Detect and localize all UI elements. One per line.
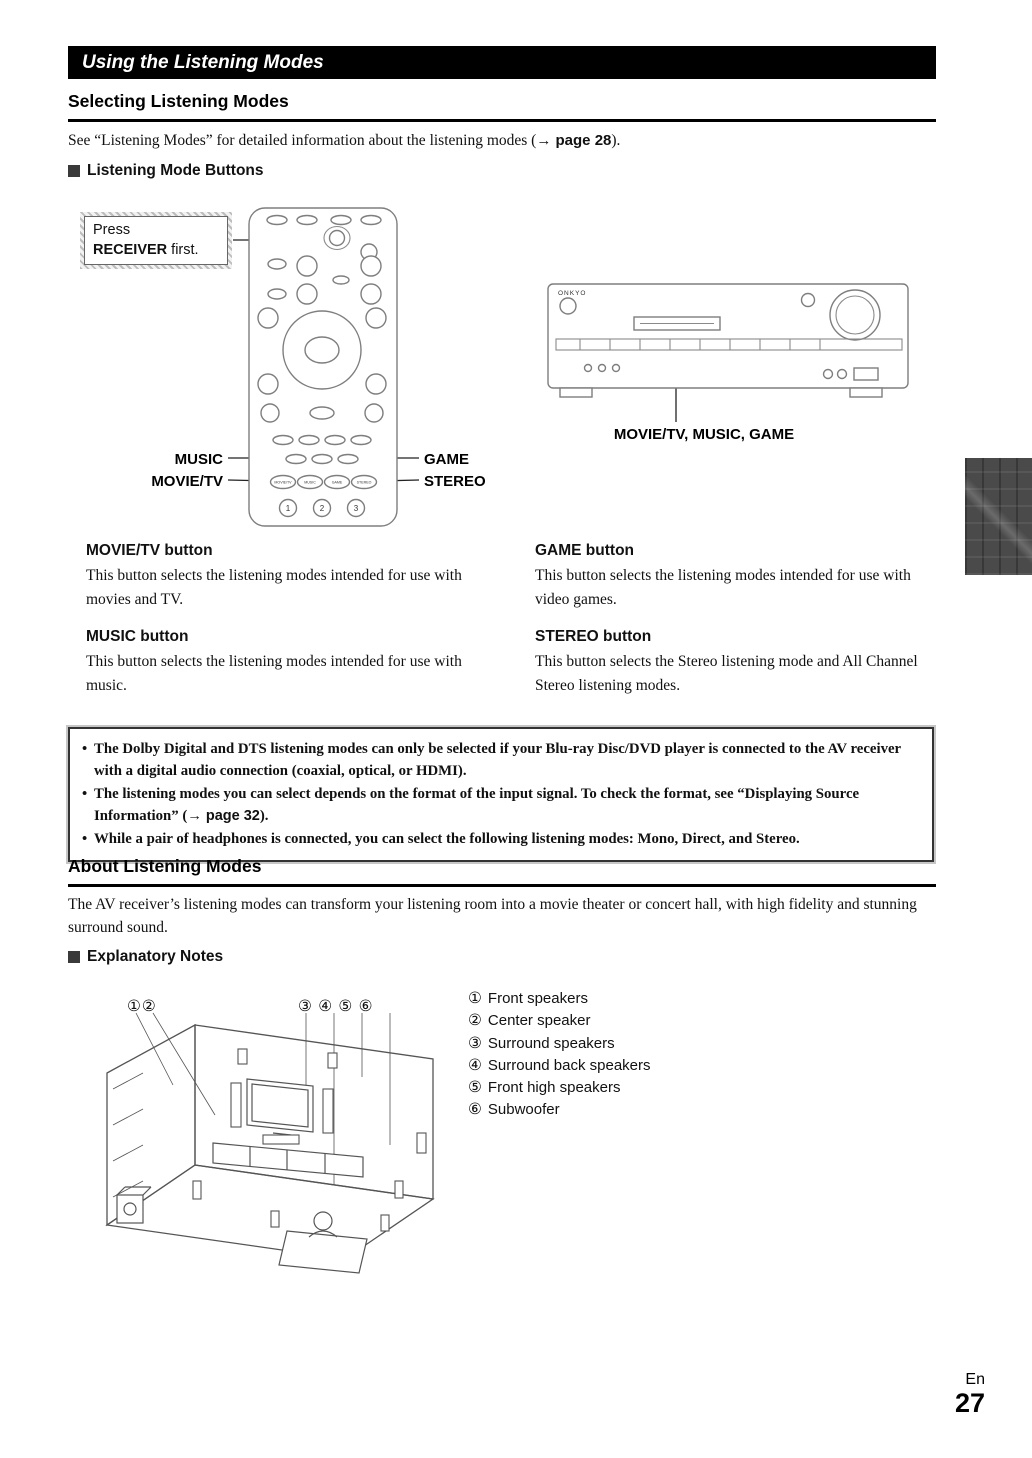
square-bullet-icon xyxy=(68,165,80,177)
subheading-label: Explanatory Notes xyxy=(87,948,224,965)
listener-head xyxy=(314,1212,332,1230)
note-item xyxy=(80,738,918,783)
notes-list xyxy=(80,738,918,851)
number-key-2: 2 xyxy=(319,504,325,513)
legend-num: ① xyxy=(468,990,482,1007)
tv-cabinet xyxy=(213,1143,363,1177)
key-movietv-text: MOVIE/TV xyxy=(274,480,292,485)
footer-page-number: 27 xyxy=(954,1388,985,1419)
section-banner xyxy=(68,46,936,79)
legend-item-front-speakers xyxy=(468,988,788,1010)
legend-num: ⑤ xyxy=(468,1079,482,1097)
heading-about-listening-modes: About Listening Modes xyxy=(68,856,262,876)
side-speaker-left xyxy=(271,1211,279,1227)
label-music: MUSIC xyxy=(174,451,223,468)
front-high-speaker-left xyxy=(238,1049,247,1064)
receiver-illustration xyxy=(548,284,908,397)
note-text-end: ). xyxy=(259,808,269,825)
tv xyxy=(247,1079,313,1135)
legend-num: ⑥ xyxy=(468,1101,482,1119)
section-banner-title: Using the Listening Modes xyxy=(82,52,324,73)
desc-body-stereo: This button selects the Stereo listening mode and All Channel Stereo listening modes. xyxy=(535,653,918,695)
square-bullet-icon xyxy=(68,951,80,963)
front-speaker-right xyxy=(323,1089,333,1133)
receiver-foot-left xyxy=(560,388,592,397)
receiver-buttons-label: MOVIE/TV, MUSIC, GAME xyxy=(613,426,795,443)
key-music-text: MUSIC xyxy=(304,480,316,485)
heading-selecting-listening-modes: Selecting Listening Modes xyxy=(68,91,289,111)
about-paragraph: The AV receiver’s listening modes can transform your listening room into a movie theater or concert hall, with high fidelity and stunning surround sound. xyxy=(68,896,917,937)
key-stereo-text: STEREO xyxy=(356,480,372,485)
front-speaker-left xyxy=(231,1083,241,1127)
front-display xyxy=(634,317,720,330)
room-diagram xyxy=(95,985,467,1295)
wall-hatching xyxy=(113,1073,143,1197)
footer-language: En xyxy=(965,1371,985,1388)
press-receiver-callout-text xyxy=(84,216,228,265)
callout-line1: Press xyxy=(93,222,131,238)
front-high-speaker-right xyxy=(328,1053,337,1068)
speakers xyxy=(193,1049,426,1231)
receiver-foot-right xyxy=(850,388,882,397)
power-button xyxy=(560,298,576,314)
note-text: The listening modes you can select depends on the format of the input signal. To check the format, see “Displaying Source Information” ( xyxy=(94,785,860,825)
descriptions-right-column xyxy=(535,542,940,714)
legend-label: Surround back speakers xyxy=(487,1056,651,1074)
legend-label: Front high speakers xyxy=(487,1079,621,1097)
legend-num: ④ xyxy=(468,1056,482,1074)
legend-item-subwoofer xyxy=(468,1099,788,1121)
legend-item-surround-speakers xyxy=(468,1033,788,1055)
key-game-text: GAME xyxy=(331,480,343,485)
legend-label: Surround speakers xyxy=(487,1034,615,1052)
label-stereo: STEREO xyxy=(424,473,486,490)
intro-paragraph xyxy=(68,129,936,153)
volume-knob xyxy=(830,290,880,340)
press-receiver-callout xyxy=(80,212,232,269)
legend-label: Center speaker xyxy=(487,1012,591,1030)
desc-title-game: GAME button xyxy=(535,542,635,559)
receiver-brand-text: ONKYO xyxy=(558,290,587,297)
speaker-legend xyxy=(468,988,788,1122)
legend-label: Front speakers xyxy=(487,990,588,1007)
number-key-1: 1 xyxy=(285,504,291,513)
intro-text-end: ). xyxy=(611,132,621,149)
desc-title-music: MUSIC button xyxy=(86,628,189,646)
listener-and-sofa xyxy=(279,1212,367,1273)
surround-back-speaker xyxy=(395,1181,403,1198)
listening-mode-illustration xyxy=(0,200,1032,545)
scan-artifact xyxy=(965,458,1032,575)
label-movietv: MOVIE/TV xyxy=(151,473,223,490)
intro-page-ref: → page 28 xyxy=(536,132,612,149)
note-page-ref: → page 32 xyxy=(187,808,260,825)
page-footer xyxy=(955,1370,985,1419)
remote-illustration xyxy=(249,208,397,526)
descriptions-left-column xyxy=(86,542,498,714)
surround-speaker-left xyxy=(193,1181,201,1199)
note-item xyxy=(80,783,918,828)
desc-body-music: This button selects the listening modes intended for use with music. xyxy=(86,653,462,695)
label-game: GAME xyxy=(424,451,469,468)
subheading-listening-mode-buttons xyxy=(68,162,264,180)
notes-box xyxy=(68,727,934,862)
heading-rule xyxy=(68,119,936,122)
speaker-legend-list xyxy=(468,988,788,1122)
side-speaker-right xyxy=(381,1215,389,1231)
center-speaker xyxy=(263,1135,299,1144)
surround-speaker-right xyxy=(417,1133,426,1153)
subheading-explanatory-notes xyxy=(68,948,223,966)
legend-num: ② xyxy=(468,1012,482,1030)
note-item xyxy=(80,828,918,851)
diagram-callouts-right: ③ ④ ⑤ ⑥ xyxy=(298,998,374,1015)
intro-text: See “Listening Modes” for detailed information about the listening modes ( xyxy=(68,132,537,149)
note-text: While a pair of headphones is connected, you can select the following listening modes: Mono, Direct, and Stereo. xyxy=(94,830,800,847)
desc-title-stereo: STEREO button xyxy=(535,628,652,646)
heading-rule-2 xyxy=(68,884,936,887)
desc-title-movietv: MOVIE/TV button xyxy=(86,542,213,559)
legend-num: ③ xyxy=(468,1034,482,1052)
note-text: The Dolby Digital and DTS listening modes can only be selected if your Blu-ray Disc/DVD player is connected to the AV receiver with a digital audio connection (coaxial, optical, or HDMI). xyxy=(94,741,901,780)
subheading-label: Listening Mode Buttons xyxy=(87,162,264,179)
desc-body-game: This button selects the listening modes intended for use with video games. xyxy=(535,567,911,609)
desc-body-movietv: This button selects the listening modes intended for use with movies and TV. xyxy=(86,567,462,609)
legend-item-surround-back-speakers xyxy=(468,1055,788,1077)
callout-receiver-word: RECEIVER xyxy=(93,241,168,258)
number-keys xyxy=(280,500,365,517)
legend-item-center-speaker xyxy=(468,1010,788,1032)
legend-item-front-high-speakers xyxy=(468,1077,788,1099)
diagram-callouts-left: ①② xyxy=(127,998,157,1015)
legend-label: Subwoofer xyxy=(487,1101,560,1119)
callout-line2-rest: first. xyxy=(167,241,199,258)
number-key-3: 3 xyxy=(353,504,359,513)
